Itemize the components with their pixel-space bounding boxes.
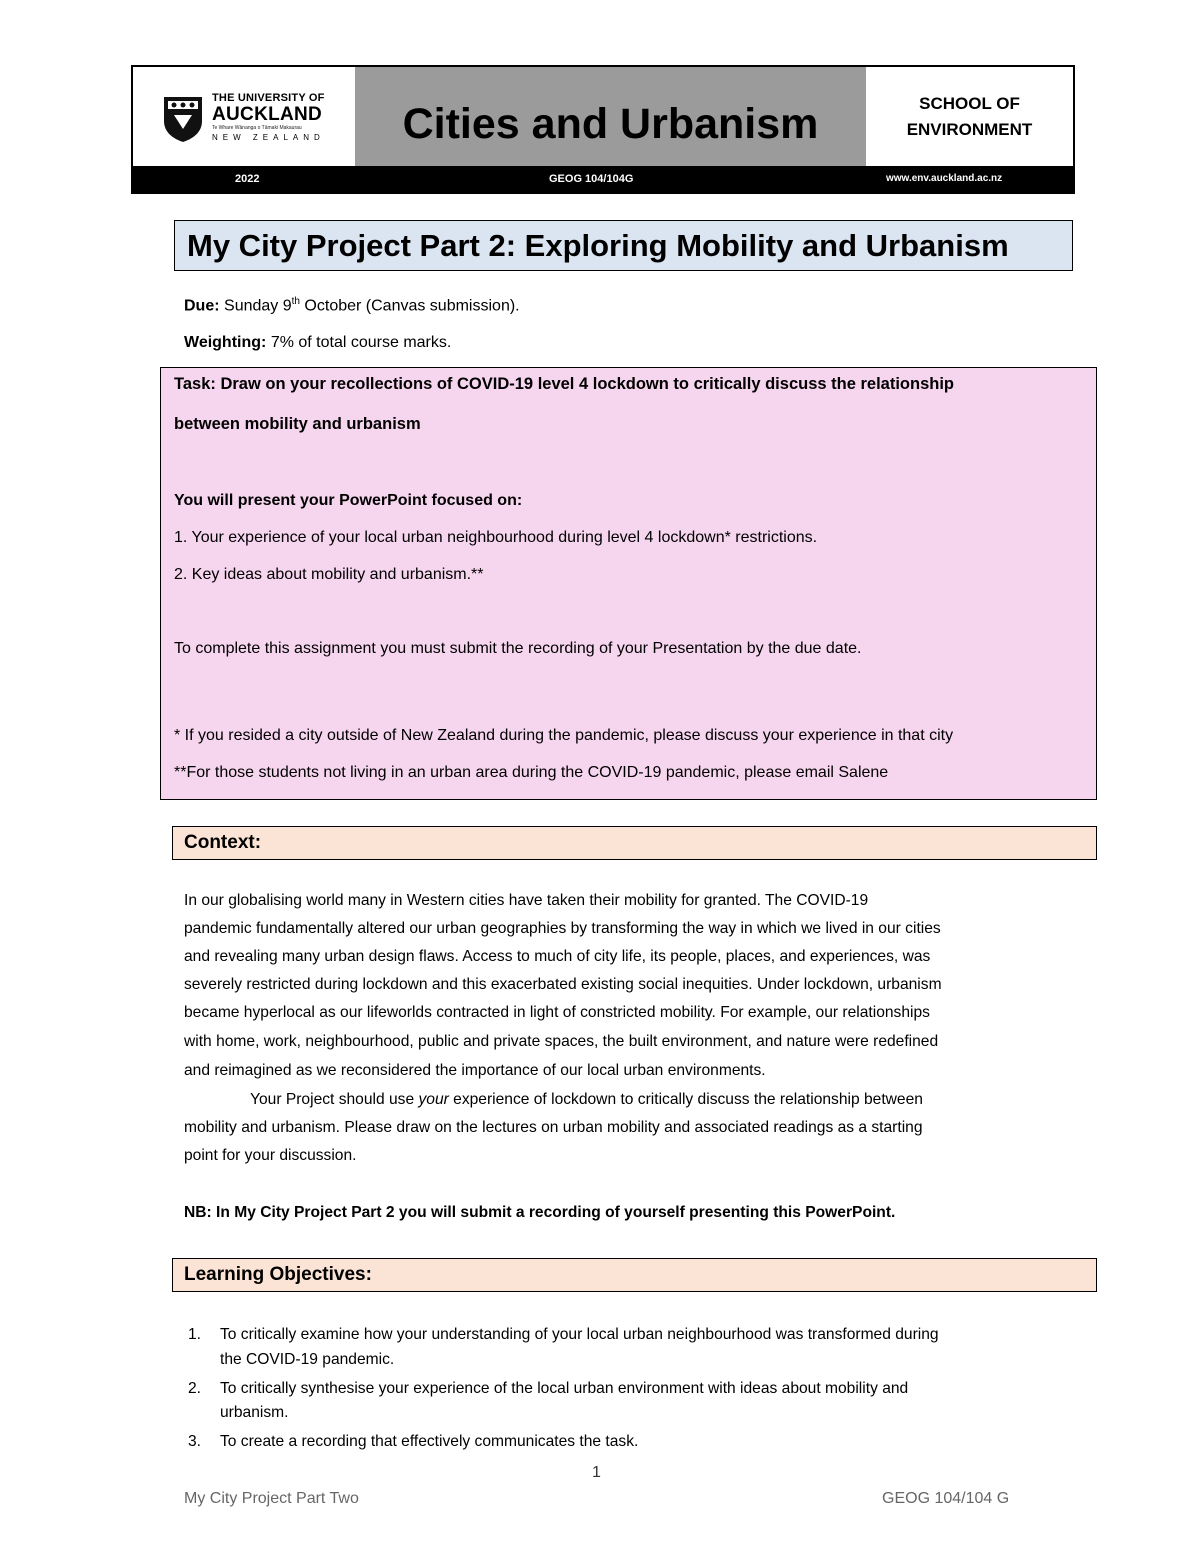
project-title: My City Project Part 2: Exploring Mobility and Urbanism — [187, 227, 1009, 263]
due-sup: th — [291, 296, 300, 307]
objective-text-cont: urbanism. — [220, 1404, 289, 1421]
due-label: Due: — [184, 297, 220, 315]
context-p2-italic: your — [418, 1091, 449, 1108]
task-item-2: 2. Key ideas about mobility and urbanism.** — [174, 566, 484, 583]
context-line: severely restricted during lockdown and this exacerbated existing social inequities. Under lockdown, urbanism — [184, 976, 942, 993]
course-title: Cities and Urbanism — [402, 100, 819, 148]
weighting-value: 7% of total course marks. — [270, 334, 452, 351]
task-footnote-1: * If you resided a city outside of New Zealand during the pandemic, please discuss your experience in that city — [174, 727, 954, 744]
context-header-label: Context: — [184, 832, 262, 853]
context-p2-before: Your Project should use — [250, 1091, 419, 1108]
objective-item — [188, 1326, 939, 1344]
banner-top-row — [133, 67, 1073, 166]
page-number: 1 — [592, 1464, 601, 1481]
task-heading-line2: between mobility and urbanism — [174, 415, 421, 433]
context-header — [172, 826, 1097, 860]
objective-text: To create a recording that effectively communicates the task. — [220, 1433, 639, 1450]
due-line — [184, 296, 520, 315]
banner-info-bar — [133, 166, 1073, 192]
context-line: and reimagined as we reconsidered the importance of our local urban environments. — [184, 1062, 766, 1079]
objectives-header-label: Learning Objectives: — [184, 1264, 372, 1285]
objective-number: 2. — [188, 1380, 202, 1397]
task-footnote-2: **For those students not living in an urban area during the COVID-19 pandemic, please email Salene — [174, 764, 889, 781]
logo-wordmark — [212, 93, 325, 142]
logo-line2: AUCKLAND — [212, 104, 323, 125]
logo-line4: NEW ZEALAND — [212, 133, 325, 142]
university-logo — [133, 67, 355, 166]
objective-number: 3. — [188, 1433, 202, 1450]
task-complete-note: To complete this assignment you must submit the recording of your Presentation by the due date. — [174, 640, 862, 657]
banner-year: 2022 — [235, 173, 260, 185]
context-line: became hyperlocal as our lifeworlds contracted in light of constricted mobility. For example, our relationships — [184, 1004, 930, 1021]
task-box — [160, 367, 1097, 800]
context-line: and revealing many urban design flaws. Access to much of city life, its people, places, and experiences, was — [184, 948, 931, 965]
context-p2-after: experience of lockdown to critically discuss the relationship between — [448, 1091, 923, 1108]
weighting-line — [184, 334, 451, 352]
context-p2-line2: mobility and urbanism. Please draw on the lectures on urban mobility and associated readings as a starting — [184, 1119, 923, 1136]
context-line: In our globalising world many in Western cities have taken their mobility for granted. The COVID-19 — [184, 892, 869, 909]
school-line1: SCHOOL OF — [919, 93, 1020, 113]
university-crest-icon — [162, 95, 204, 143]
school-line2: ENVIRONMENT — [906, 119, 1033, 139]
course-title-cell — [355, 67, 866, 166]
objectives-header — [172, 1258, 1097, 1292]
banner-course-code: GEOG 104/104G — [549, 173, 634, 185]
footer-right: GEOG 104/104 G — [882, 1490, 1010, 1507]
objective-text: To critically examine how your understanding of your local urban neighbourhood was transformed during — [220, 1326, 939, 1343]
due-day: Sunday 9 — [224, 297, 292, 315]
logo-line3: Te Whare Wānanga o Tāmaki Makaurau — [212, 125, 302, 131]
logo-line1: THE UNIVERSITY OF — [212, 92, 325, 104]
school-name — [907, 91, 1033, 143]
task-item-1: 1. Your experience of your local urban neighbourhood during level 4 lockdown* restrictions. — [174, 529, 818, 546]
task-heading-line1: Task: Draw on your recollections of COVID-19 level 4 lockdown to critically discuss the relationship — [174, 375, 954, 393]
project-title-box — [174, 220, 1073, 271]
objective-item — [188, 1380, 908, 1398]
task-present-intro: You will present your PowerPoint focused on: — [174, 492, 523, 509]
weighting-label: Weighting: — [184, 334, 267, 351]
objective-number: 1. — [188, 1326, 202, 1343]
context-p2-line3: point for your discussion. — [184, 1147, 357, 1164]
context-line: pandemic fundamentally altered our urban geographies by transforming the way in which we lived in our cities — [184, 920, 941, 937]
context-line: with home, work, neighbourhood, public and private spaces, the built environment, and nature were redefined — [184, 1033, 939, 1050]
due-rest: October (Canvas submission). — [304, 297, 520, 315]
banner-website: www.env.auckland.ac.nz — [886, 173, 1003, 184]
objective-text: To critically synthesise your experience of the local urban environment with ideas about mobility and — [220, 1380, 909, 1397]
objective-text-cont: the COVID-19 pandemic. — [220, 1351, 395, 1368]
school-cell — [866, 67, 1073, 166]
objective-item — [188, 1433, 638, 1451]
context-p2-line1 — [250, 1091, 923, 1109]
context-nb: NB: In My City Project Part 2 you will submit a recording of yourself presenting this PowerPoint. — [184, 1204, 896, 1221]
footer-left: My City Project Part Two — [184, 1490, 359, 1507]
course-banner — [131, 65, 1075, 194]
